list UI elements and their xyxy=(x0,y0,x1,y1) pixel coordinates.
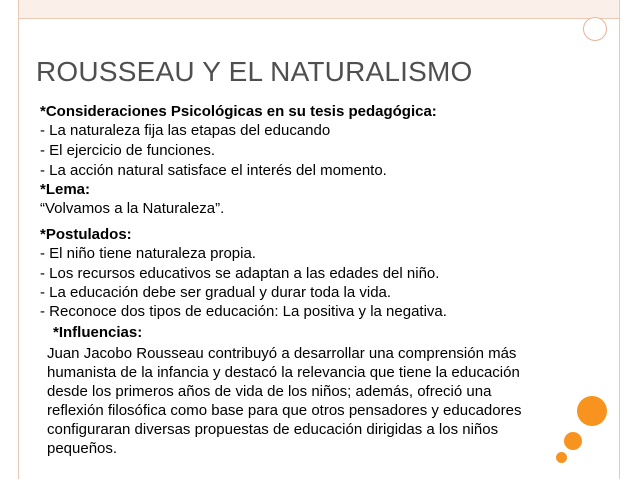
postulados-item: - Reconoce dos tipos de educación: La positiva y la negativa. xyxy=(40,303,447,320)
postulados-item: - La educación debe ser gradual y durar toda la vida. xyxy=(40,284,392,301)
slide-title: ROUSSEAU Y EL NATURALISMO xyxy=(36,56,473,87)
frame-left-border xyxy=(18,0,19,479)
frame-top-band xyxy=(18,0,620,19)
consideraciones-item: - La naturaleza fija las etapas del educando xyxy=(40,122,331,139)
influencias-line: Juan Jacobo Rousseau contribuyó a desarrollar una comprensión más xyxy=(47,345,517,362)
consideraciones-heading: *Consideraciones Psicológicas en su tesis pedagógica: xyxy=(40,103,437,120)
consideraciones-item: - La acción natural satisface el interés del momento. xyxy=(40,162,387,179)
lema-text: “Volvamos a la Naturaleza”. xyxy=(40,200,225,217)
decorative-circle-large xyxy=(577,396,607,426)
influencias-line: reflexión filosófica como base para que otros pensadores y educadores xyxy=(47,402,522,419)
frame-right-border xyxy=(619,0,620,479)
postulados-item: - Los recursos educativos se adaptan a las edades del niño. xyxy=(40,265,440,282)
influencias-line: humanista de la infancia y destacó la relevancia que tiene la educación xyxy=(47,364,520,381)
decorative-ring xyxy=(583,17,607,41)
decorative-circle-small xyxy=(556,452,567,463)
influencias-heading: *Influencias: xyxy=(53,324,143,341)
influencias-line: desde los primeros años de vida de los niños; además, ofreció una xyxy=(47,383,492,400)
consideraciones-item: - El ejercicio de funciones. xyxy=(40,142,216,159)
influencias-line: configuraran diversas propuestas de educación dirigidas a los niños xyxy=(47,421,499,438)
influencias-line: pequeños. xyxy=(47,440,118,457)
postulados-item: - El niño tiene naturaleza propia. xyxy=(40,245,256,262)
lema-heading: *Lema: xyxy=(40,181,91,198)
decorative-circle-medium xyxy=(564,432,582,450)
postulados-heading: *Postulados: xyxy=(40,226,132,243)
